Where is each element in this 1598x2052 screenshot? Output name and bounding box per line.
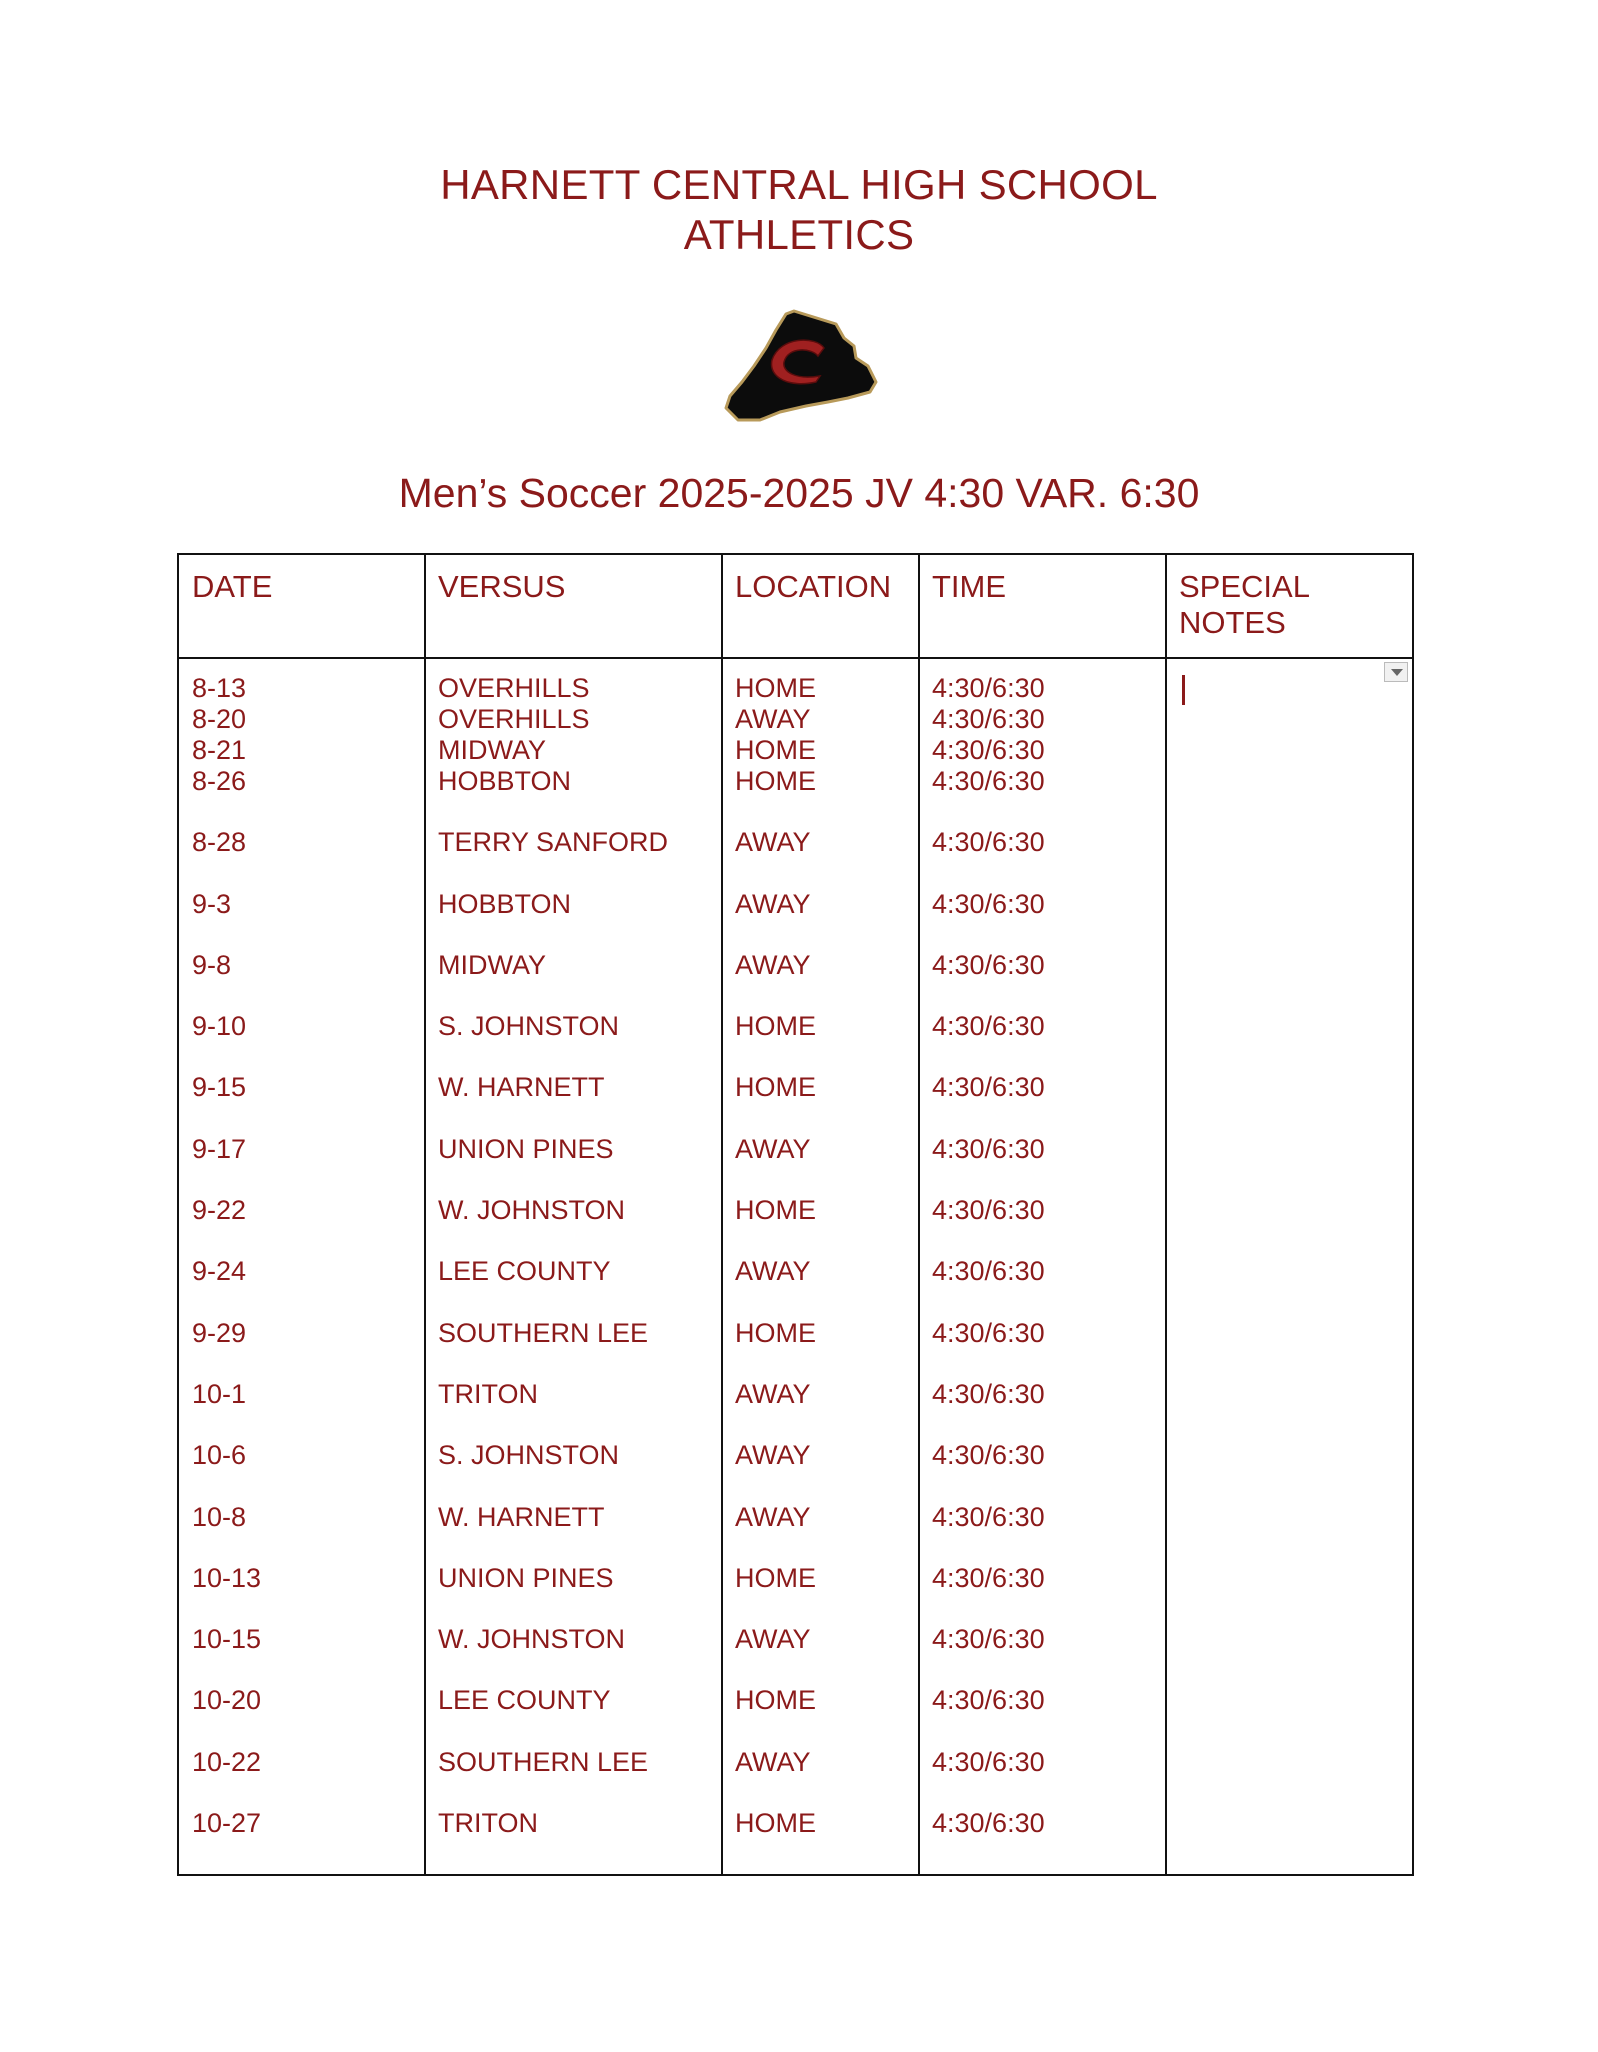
cell-date: 8-28 [192,827,247,858]
cell-date: 9-3 [192,888,232,919]
cell-date: 10-13 [192,1562,262,1593]
cell-date: 10-20 [192,1685,262,1716]
cell-versus: LEE COUNTY [438,1685,611,1716]
header-date: DATE [192,569,273,604]
cell-date: 10-8 [192,1501,247,1532]
column-divider [1165,555,1167,1874]
cell-time: 4:30/6:30 [932,888,1045,919]
cell-date: 10-6 [192,1440,247,1471]
schedule-subtitle: Men’s Soccer 2025-2025 JV 4:30 VAR. 6:30 [398,470,1200,516]
location-column [735,673,816,1869]
cell-versus: TERRY SANFORD [438,827,669,858]
cell-location: HOME [735,1072,816,1103]
cell-time: 4:30/6:30 [932,1808,1045,1839]
cell-versus: UNION PINES [438,1562,614,1593]
cell-versus: W. HARNETT [438,1501,605,1532]
cell-versus: S. JOHNSTON [438,1440,620,1471]
cell-versus: TRITON [438,1808,538,1839]
cell-time: 4:30/6:30 [932,949,1045,980]
schedule-table [177,553,1414,1876]
cell-date: 8-26 [192,766,247,796]
cell-versus: HOBBTON [438,766,572,796]
cell-versus: MIDWAY [438,735,546,765]
column-divider [918,555,920,1874]
versus-column [438,673,668,1869]
cell-date: 9-8 [192,949,232,980]
cell-date: 10-15 [192,1624,262,1655]
cell-versus: LEE COUNTY [438,1256,611,1287]
cell-time: 4:30/6:30 [932,1133,1045,1164]
cell-time: 4:30/6:30 [932,1195,1045,1226]
cell-time: 4:30/6:30 [932,1562,1045,1593]
cell-versus: MIDWAY [438,949,546,980]
cell-date: 10-27 [192,1808,262,1839]
cell-location: HOME [735,1562,816,1593]
cell-location: HOME [735,735,816,765]
cell-time: 4:30/6:30 [932,673,1045,703]
cell-location: AWAY [735,1133,811,1164]
cell-versus: SOUTHERN LEE [438,1746,649,1777]
cell-time: 4:30/6:30 [932,1011,1045,1042]
cell-time: 4:30/6:30 [932,704,1045,734]
cell-location: HOME [735,1195,816,1226]
page-title [0,160,1598,260]
cell-versus: SOUTHERN LEE [438,1317,649,1348]
cell-time: 4:30/6:30 [932,1746,1045,1777]
cell-location: HOME [735,766,816,796]
cell-date: 9-15 [192,1072,247,1103]
cell-date: 9-17 [192,1133,247,1164]
cell-date: 9-10 [192,1011,247,1042]
cell-date: 10-1 [192,1378,247,1409]
cell-date: 9-29 [192,1317,247,1348]
cell-location: AWAY [735,1501,811,1532]
notes-dropdown-button[interactable] [1384,662,1408,682]
cell-date: 10-22 [192,1746,262,1777]
header-divider [179,657,1412,659]
cell-versus: S. JOHNSTON [438,1011,620,1042]
cell-time: 4:30/6:30 [932,1378,1045,1409]
cell-versus: TRITON [438,1378,538,1409]
column-divider [721,555,723,1874]
cell-date: 8-20 [192,704,247,734]
cell-location: AWAY [735,949,811,980]
cell-versus: W. JOHNSTON [438,1624,626,1655]
cell-time: 4:30/6:30 [932,1072,1045,1103]
cell-time: 4:30/6:30 [932,1317,1045,1348]
cell-versus: HOBBTON [438,888,572,919]
header-special-notes: SPECIAL NOTES [1179,569,1309,640]
cell-time: 4:30/6:30 [932,827,1045,858]
header-time: TIME [932,569,1007,604]
cell-time: 4:30/6:30 [932,766,1045,796]
school-logo-icon [720,308,882,424]
cell-location: HOME [735,1808,816,1839]
cell-location: HOME [735,1317,816,1348]
cell-versus: W. JOHNSTON [438,1195,626,1226]
cell-location: HOME [735,1011,816,1042]
header-location: LOCATION [735,569,892,604]
cell-time: 4:30/6:30 [932,1501,1045,1532]
cell-date: 8-21 [192,735,247,765]
cell-location: AWAY [735,1440,811,1471]
cell-location: AWAY [735,1378,811,1409]
cell-versus: W. HARNETT [438,1072,605,1103]
cell-time: 4:30/6:30 [932,1256,1045,1287]
cell-time: 4:30/6:30 [932,1685,1045,1716]
cell-location: AWAY [735,888,811,919]
cell-location: AWAY [735,1256,811,1287]
cell-location: AWAY [735,704,811,734]
title-line-school: HARNETT CENTRAL HIGH SCHOOL [440,161,1158,208]
cell-location: AWAY [735,827,811,858]
date-column [192,673,261,1869]
cell-location: AWAY [735,1624,811,1655]
text-cursor [1182,675,1185,705]
cell-date: 9-24 [192,1256,247,1287]
column-divider [424,555,426,1874]
time-column [932,673,1045,1869]
cell-location: HOME [735,1685,816,1716]
title-line-athletics: ATHLETICS [683,211,915,258]
cell-location: HOME [735,673,816,703]
cell-versus: UNION PINES [438,1133,614,1164]
cell-location: AWAY [735,1746,811,1777]
cell-versus: OVERHILLS [438,704,590,734]
cell-date: 9-22 [192,1195,247,1226]
cell-time: 4:30/6:30 [932,1440,1045,1471]
cell-time: 4:30/6:30 [932,1624,1045,1655]
cell-versus: OVERHILLS [438,673,590,703]
cell-time: 4:30/6:30 [932,735,1045,765]
cell-date: 8-13 [192,673,247,703]
header-versus: VERSUS [438,569,566,604]
